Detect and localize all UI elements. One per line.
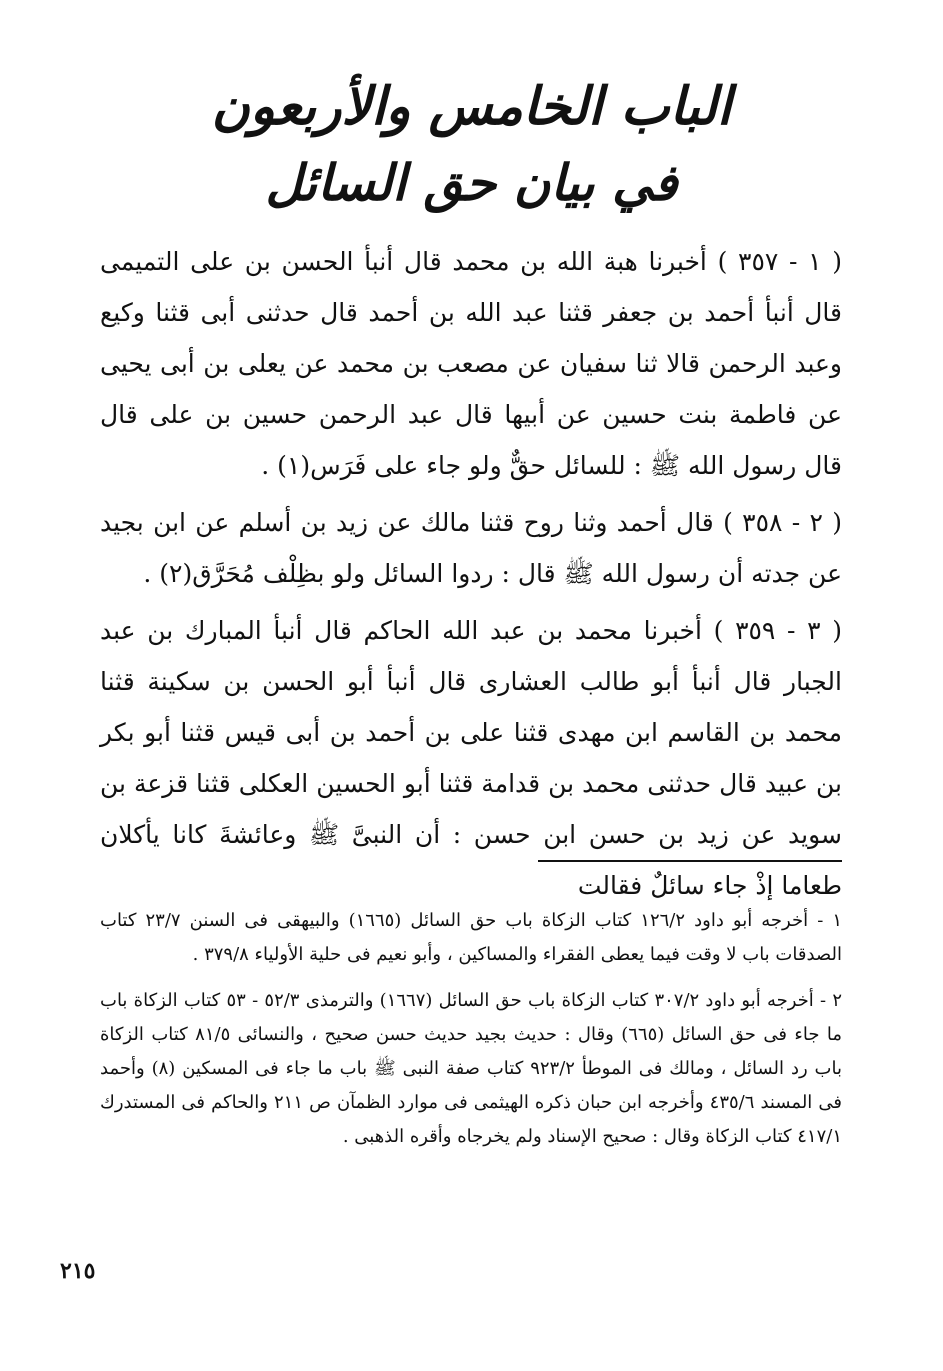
hadith-paragraph-357 bbox=[100, 236, 842, 491]
chapter-title: الباب الخامس والأربعون bbox=[211, 76, 732, 137]
hadith-number: ( ٣ - ٣٥٩ ) bbox=[713, 616, 842, 645]
footnote-separator bbox=[538, 860, 842, 862]
footnotes bbox=[100, 904, 842, 1166]
page-number: ٢١٥ bbox=[60, 1258, 96, 1284]
hadith-number: ( ١ - ٣٥٧ ) bbox=[717, 247, 843, 276]
hadith-text: أخبرنا هبة الله بن محمد قال أنبأ الحسن بن على التميمى قال أنبأ أحمد بن جعفر قثنا عبد الله بن أحمد قال حدثنى أبى قثنا وكيع وعبد الرحمن قالا ثنا سفيان عن مصعب بن محمد عن يعلى بن أبى يحيى عن فاطمة بنت حسين عن أبيها قال عبد الرحمن حسين بن على قال قال رسول الله ﷺ : للسائل حقٌّ ولو جاء على فَرَس(١) . bbox=[100, 247, 842, 480]
hadith-paragraph-358 bbox=[100, 497, 842, 599]
hadith-text: قال أحمد وثنا روح قثنا مالك عن زيد بن أسلم عن ابن بجيد عن جدته أن رسول الله ﷺ قال : ردوا السائل ولو بظِلْف مُحَرَّق(٢) . bbox=[100, 508, 842, 588]
footnote-1: ١ - أخرجه أبو داود ١٢٦/٢ كتاب الزكاة باب حق السائل (١٦٦٥) والبيهقى فى السنن ٢٣/٧ كتاب الصدقات باب لا وقت فيما يعطى الفقراء والمساكين ، وأبو نعيم فى حلية الأولياء ٣٧٩/٨ . bbox=[100, 910, 843, 965]
hadith-number: ( ٢ - ٣٥٨ ) bbox=[723, 508, 842, 537]
footnote-2: ٢ - أخرجه أبو داود ٣٠٧/٢ كتاب الزكاة باب حق السائل (١٦٦٧) والترمذى ٥٢/٣ - ٥٣ كتاب الزكاة باب ما جاء فى حق السائل (٦٦٥) وقال : حديث بجيد حديث حسن صحيح ، والنسائى ٨١/٥ كتاب الزكاة باب رد السائل ، ومالك فى الموطأ ٩٢٣/٢ كتاب صفة النبى ﷺ باب ما جاء فى المسكين (٨) وأحمد فى المسند ٤٣٥/٦ وأخرجه ابن حبان ذكره الهيثمى فى موارد الظمآن ص ٢١١ والحاكم فى المستدرك ٤١٧/١ كتاب الزكاة وقال : صحيح الإسناد ولم يخرجاه وأقره الذهبى . bbox=[100, 990, 843, 1147]
hadith-text: أخبرنا محمد بن عبد الله الحاكم قال أنبأ المبارك بن عبد الجبار قال أنبأ أبو طالب العشارى قال أنبأ أبو الحسن بن سكينة قثنا محمد بن القاسم ابن مهدى قثنا على بن أحمد بن أبى قيس قثنا أبو بكر بن عبيد قال حدثنى محمد بن قدامة قثنا أبو الحسين العكلى قثنا قزعة بن سويد عن زيد بن حسن ابن حسن : أن النبىَّ ﷺ وعائشةَ كانا يأكلان طعاما إذْ جاء سائلٌ فقالت bbox=[100, 616, 842, 900]
chapter-subtitle: في بيان حق السائل bbox=[265, 153, 678, 212]
main-text bbox=[100, 236, 842, 917]
hadith-paragraph-359 bbox=[100, 605, 842, 911]
